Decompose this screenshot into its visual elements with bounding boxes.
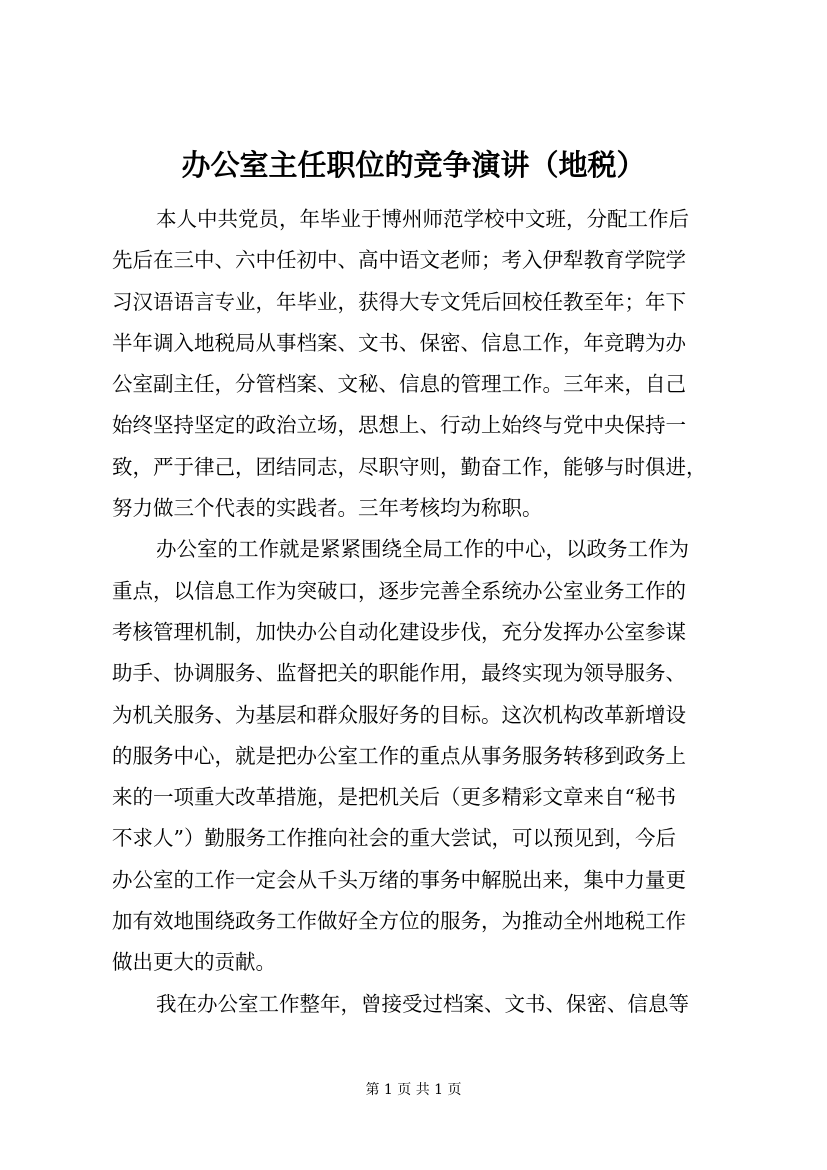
document-body xyxy=(112,199,752,1025)
paragraph-3-line-1: 我在办公室工作整年，曾接受过档案、文书、保密、信息等 xyxy=(156,991,689,1016)
paragraph-2-line-9: 办公室的工作一定会从千头万绪的事务中解脱出来，集中力量更 xyxy=(112,867,686,892)
paragraph-1-line-3: 习汉语语言专业，年毕业，获得大专文凭后回校任教至年；年下 xyxy=(112,289,686,314)
paragraph-1-line-7: 致，严于律己，团结同志，尽职守则，勤奋工作，能够与时俱进， xyxy=(112,454,707,479)
paragraph-1-line-2: 先后在三中、六中任初中、高中语文老师；考入伊犁教育学院学 xyxy=(112,248,686,273)
paragraph-1-line-6: 始终坚持坚定的政治立场，思想上、行动上始终与党中央保持一 xyxy=(112,413,686,438)
document-title: 办公室主任职位的竞争演讲（地税） xyxy=(181,148,646,182)
paragraph-2-line-10: 加有效地围绕政务工作做好全方位的服务，为推动全州地税工作 xyxy=(112,909,686,934)
paragraph-2-line-3: 考核管理机制，加快办公自动化建设步伐，充分发挥办公室参谋 xyxy=(112,619,686,644)
paragraph-2-line-11: 做出更大的贡献。 xyxy=(112,950,276,975)
paragraph-2-line-8: 不求人”）勤服务工作推向社会的重大尝试，可以预见到，今后 xyxy=(112,826,676,851)
paragraph-2-line-4: 助手、协调服务、监督把关的职能作用，最终实现为领导服务、 xyxy=(112,661,686,686)
paragraph-1-line-5: 公室副主任，分管档案、文秘、信息的管理工作。三年来，自己 xyxy=(112,372,686,397)
paragraph-2-line-2: 重点，以信息工作为突破口，逐步完善全系统办公室业务工作的 xyxy=(112,578,686,603)
paragraph-2-line-6: 的服务中心，就是把办公室工作的重点从事务服务转移到政务上 xyxy=(112,743,686,768)
paragraph-1-line-4: 半年调入地税局从事档案、文书、保密、信息工作，年竞聘为办 xyxy=(112,330,686,355)
paragraph-2-line-5: 为机关服务、为基层和群众服好务的目标。这次机构改革新增设 xyxy=(112,702,686,727)
paragraph-2-line-1: 办公室的工作就是紧紧围绕全局工作的中心，以政务工作为 xyxy=(156,537,689,562)
page-footer: 第 1 页 共 1 页 xyxy=(365,1082,462,1098)
paragraph-1-line-1: 本人中共党员，年毕业于博州师范学校中文班，分配工作后 xyxy=(156,207,689,231)
paragraph-1-line-8: 努力做三个代表的实践者。三年考核均为称职。 xyxy=(112,496,543,521)
paragraph-2-line-7: 来的一项重大改革措施，是把机关后（更多精彩文章来自“秘书 xyxy=(112,785,676,810)
